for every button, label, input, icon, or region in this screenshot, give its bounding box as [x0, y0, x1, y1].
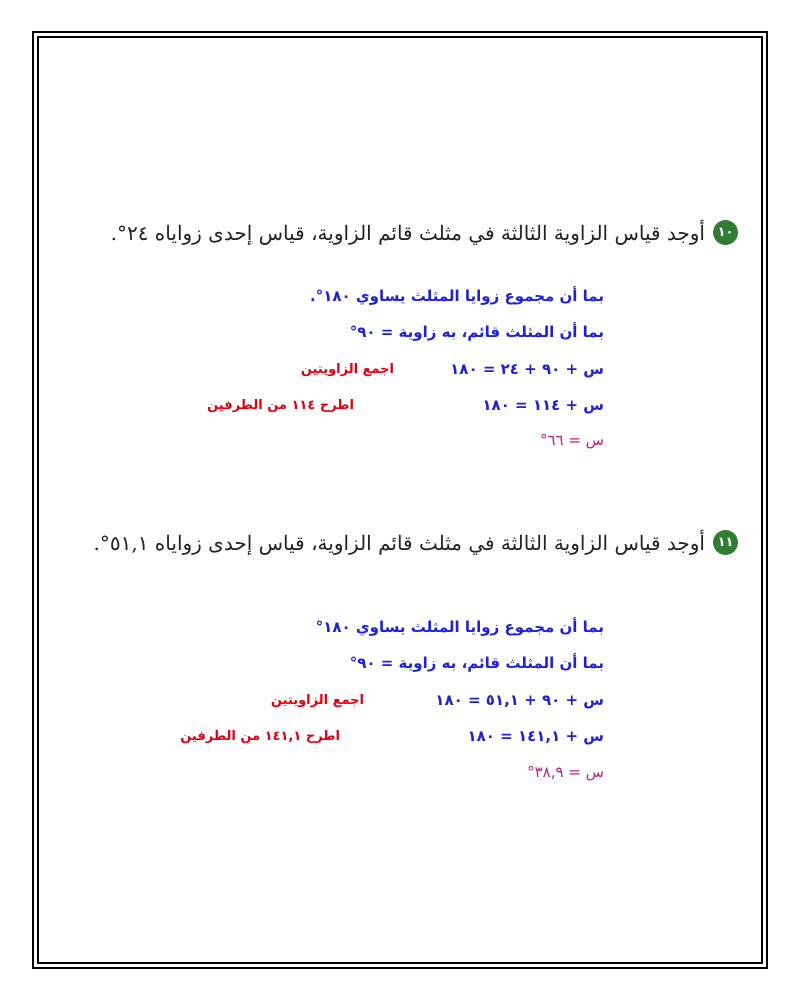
- q11-result: س = ٣٨,٩°: [527, 763, 604, 781]
- q11-equation-2: س + ١٤١,١ = ١٨٠: [467, 727, 604, 745]
- question-10-number-badge: ١٠: [713, 220, 738, 245]
- page-border-inner: [37, 36, 763, 964]
- q11-step-sum: بما أن مجموع زوايا المثلث يساوي ١٨٠°: [315, 618, 604, 636]
- question-10-text: أوجد قياس الزاوية الثالثة في مثلث قائم الزاوية، قياس إحدى زواياه ٢٤°.: [110, 220, 705, 245]
- q11-equation-1: س + ٩٠ + ٥١,١ = ١٨٠: [435, 691, 604, 709]
- q10-equation-2: س + ١١٤ = ١٨٠: [482, 396, 604, 414]
- q11-note-add-angles: اجمع الزاويتين: [270, 693, 364, 708]
- q10-step-sum: بما أن مجموع زوايا المثلث يساوي ١٨٠°.: [310, 287, 604, 305]
- q10-equation-1: س + ٩٠ + ٢٤ = ١٨٠: [450, 360, 604, 378]
- q11-note-subtract: اطرح ١٤١,١ من الطرفين: [180, 729, 340, 744]
- question-10: [111, 220, 738, 245]
- q11-step-right-angle: بما أن المثلث قائم، به زاوية = ٩٠°: [349, 654, 604, 672]
- question-11: [94, 530, 739, 555]
- question-11-number-badge: ١١: [713, 530, 738, 555]
- q10-step-right-angle: بما أن المثلث قائم، به زاوية = ٩٠°: [349, 323, 604, 341]
- q10-note-subtract: اطرح ١١٤ من الطرفين: [207, 398, 354, 413]
- question-11-text: أوجد قياس الزاوية الثالثة في مثلث قائم الزاوية، قياس إحدى زواياه ٥١,١°.: [93, 530, 705, 555]
- q10-note-add-angles: اجمع الزاويتين: [300, 362, 394, 377]
- q10-result: س = ٦٦°: [539, 431, 604, 449]
